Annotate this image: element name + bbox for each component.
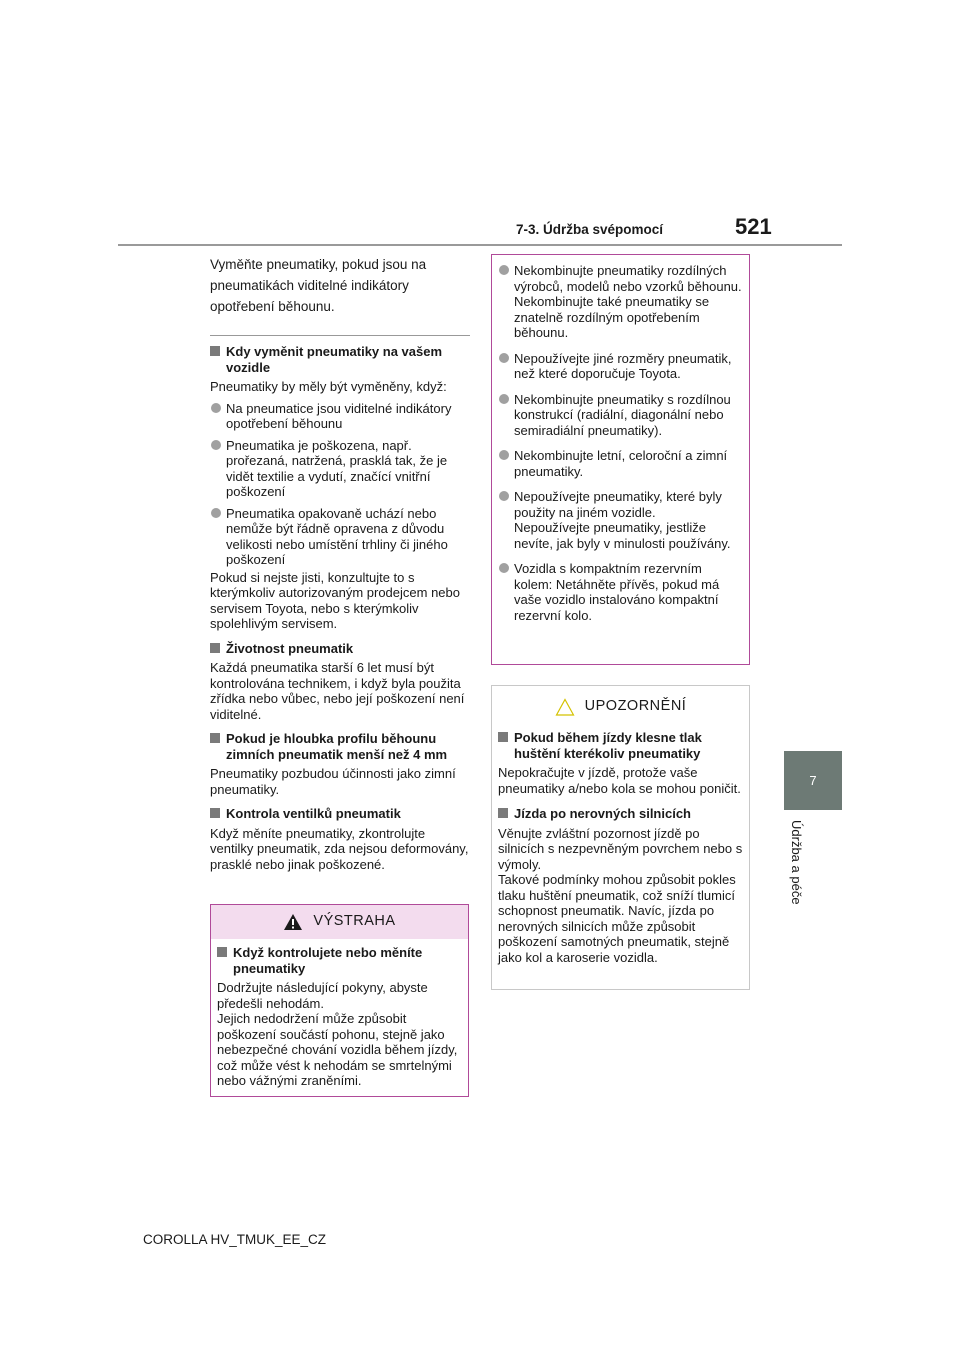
- section-divider: [210, 335, 470, 336]
- square-bullet-icon: [210, 643, 220, 653]
- caution-text: Věnujte zvláštní pozornost jízdě po silnicích s nezpevněným povrchem nebo s výmoly.: [498, 825, 743, 872]
- left-column: [210, 254, 470, 878]
- paragraph: Když měníte pneumatiky, zkontrolujte ventilky pneumatik, zda nejsou deformovány, prasklé nebo jinak poškozené.: [210, 825, 469, 872]
- round-bullet-icon: [211, 440, 221, 450]
- warning-title: VÝSTRAHA: [313, 913, 396, 930]
- list-item: Nepoužívejte pneumatiky, které byly použity na jiném vozidle. Nepoužívejte pneumatiky, jestliže nevíte, jak byly v minulosti používány.: [498, 489, 743, 551]
- caution-icon: [555, 698, 575, 716]
- square-bullet-icon: [217, 947, 227, 957]
- round-bullet-icon: [499, 265, 509, 275]
- square-bullet-icon: [498, 808, 508, 818]
- square-bullet-icon: [210, 346, 220, 356]
- heading-tire-life: Životnost pneumatik: [210, 641, 470, 657]
- header-divider: [118, 244, 842, 246]
- warning-text: Dodržujte následující pokyny, abyste předešli nehodám.: [217, 980, 428, 1011]
- paragraph: Pneumatiky pozbudou účinnosti jako zimní pneumatiky.: [210, 766, 456, 797]
- chapter-number: 7: [809, 773, 817, 788]
- caution-text: Nepokračujte v jízdě, protože vaše pneumatiky a/nebo kola se mohou poničit.: [498, 765, 741, 796]
- square-bullet-icon: [210, 733, 220, 743]
- list-item: Pneumatika opakovaně uchází nebo nemůže být řádně opravena z důvodu velikosti nebo umístění trhliny či jiného poškození: [210, 506, 470, 568]
- list-item: Nekombinujte letní, celoroční a zimní pneumatiky.: [498, 448, 743, 479]
- caution-text: Takové podmínky mohou způsobit pokles tlaku huštění pneumatik, což sníží tlumicí schopnost pneumatik. Navíc, jízda po nerovných silnicích může způsobit poškození samotných pneumatik, stejně jako kol a karoserie vozidla.: [498, 872, 736, 965]
- round-bullet-icon: [211, 508, 221, 518]
- round-bullet-icon: [499, 353, 509, 363]
- round-bullet-icon: [499, 394, 509, 404]
- warning-box: [210, 904, 469, 1097]
- list-item: Nepoužívejte jiné rozměry pneumatik, než které doporučuje Toyota.: [498, 351, 743, 382]
- caution-title-bar: [498, 690, 743, 724]
- paragraph: Pokud si nejste jisti, konzultujte to s kterýmkoliv autorizovaným prodejcem nebo servisem Toyota, nebo s kterýmkoliv spolehlivým servisem.: [210, 569, 460, 631]
- section-title: 7-3. Údržba svépomocí: [516, 222, 664, 237]
- round-bullet-icon: [499, 491, 509, 501]
- warning-title-bar: [211, 905, 468, 939]
- caution-box: [491, 685, 750, 990]
- list-item: Pneumatika je poškozena, např. prořezaná, natržená, prasklá tak, že je vidět textilie a vydutí, značící vnitřní poškození: [210, 438, 470, 500]
- paragraph: Každá pneumatika starší 6 let musí být kontrolována technikem, i když byla použita zřídka nebo vůbec, nebo její poškození není viditelné.: [210, 660, 465, 722]
- square-bullet-icon: [210, 808, 220, 818]
- caution-heading-rough-roads: Jízda po nerovných silnicích: [498, 806, 743, 822]
- list-item: Na pneumatice jsou viditelné indikátory opotřebení běhounu: [210, 401, 470, 432]
- warning-icon: [283, 913, 303, 931]
- heading-tread-depth: Pokud je hloubka profilu běhounu zimních pneumatik menší než 4 mm: [210, 731, 470, 762]
- square-bullet-icon: [498, 732, 508, 742]
- page-number: 521: [735, 214, 772, 239]
- warning-continued-box: [491, 254, 750, 665]
- heading-when-replace: Kdy vyměnit pneumatiky na vašem vozidle: [210, 344, 470, 375]
- list-item: Nekombinujte pneumatiky s rozdílnou konstrukcí (radiální, diagonální nebo semiradiální pneumatiky).: [498, 392, 743, 439]
- chapter-label: Údržba a péče: [789, 820, 804, 905]
- heading-valve-check: Kontrola ventilků pneumatik: [210, 806, 470, 822]
- caution-title: UPOZORNĚNÍ: [584, 698, 687, 715]
- list-item: Vozidla s kompaktním rezervním kolem: Netáhněte přívěs, pokud má vaše vozidlo instalováno kompaktní rezervní kolo.: [498, 561, 743, 623]
- round-bullet-icon: [211, 403, 221, 413]
- paragraph: Pneumatiky by měly být vyměněny, když:: [210, 379, 447, 394]
- chapter-tab: [784, 751, 842, 810]
- round-bullet-icon: [499, 450, 509, 460]
- round-bullet-icon: [499, 563, 509, 573]
- caution-heading-pressure: Pokud během jízdy klesne tlak huštění kterékoliv pneumatiky: [498, 730, 743, 761]
- warning-heading: Když kontrolujete nebo měníte pneumatiky: [217, 945, 462, 976]
- intro-text: Vyměňte pneumatiky, pokud jsou na pneumatikách viditelné indikátory opotřebení běhounu.: [210, 257, 427, 314]
- footer-model-code: COROLLA HV_TMUK_EE_CZ: [143, 1232, 327, 1247]
- list-item: Nekombinujte pneumatiky rozdílných výrobců, modelů nebo vzorků běhounu. Nekombinujte také pneumatiky se znatelně rozdílným opotřebením běhounu.: [498, 263, 743, 341]
- warning-text: Jejich nedodržení může způsobit poškození součástí pohonu, stejně jako nebezpečné chování vozidla během jízdy, což může vést k nehodám se smrtelnými nebo vážnými zraněními.: [217, 1011, 458, 1088]
